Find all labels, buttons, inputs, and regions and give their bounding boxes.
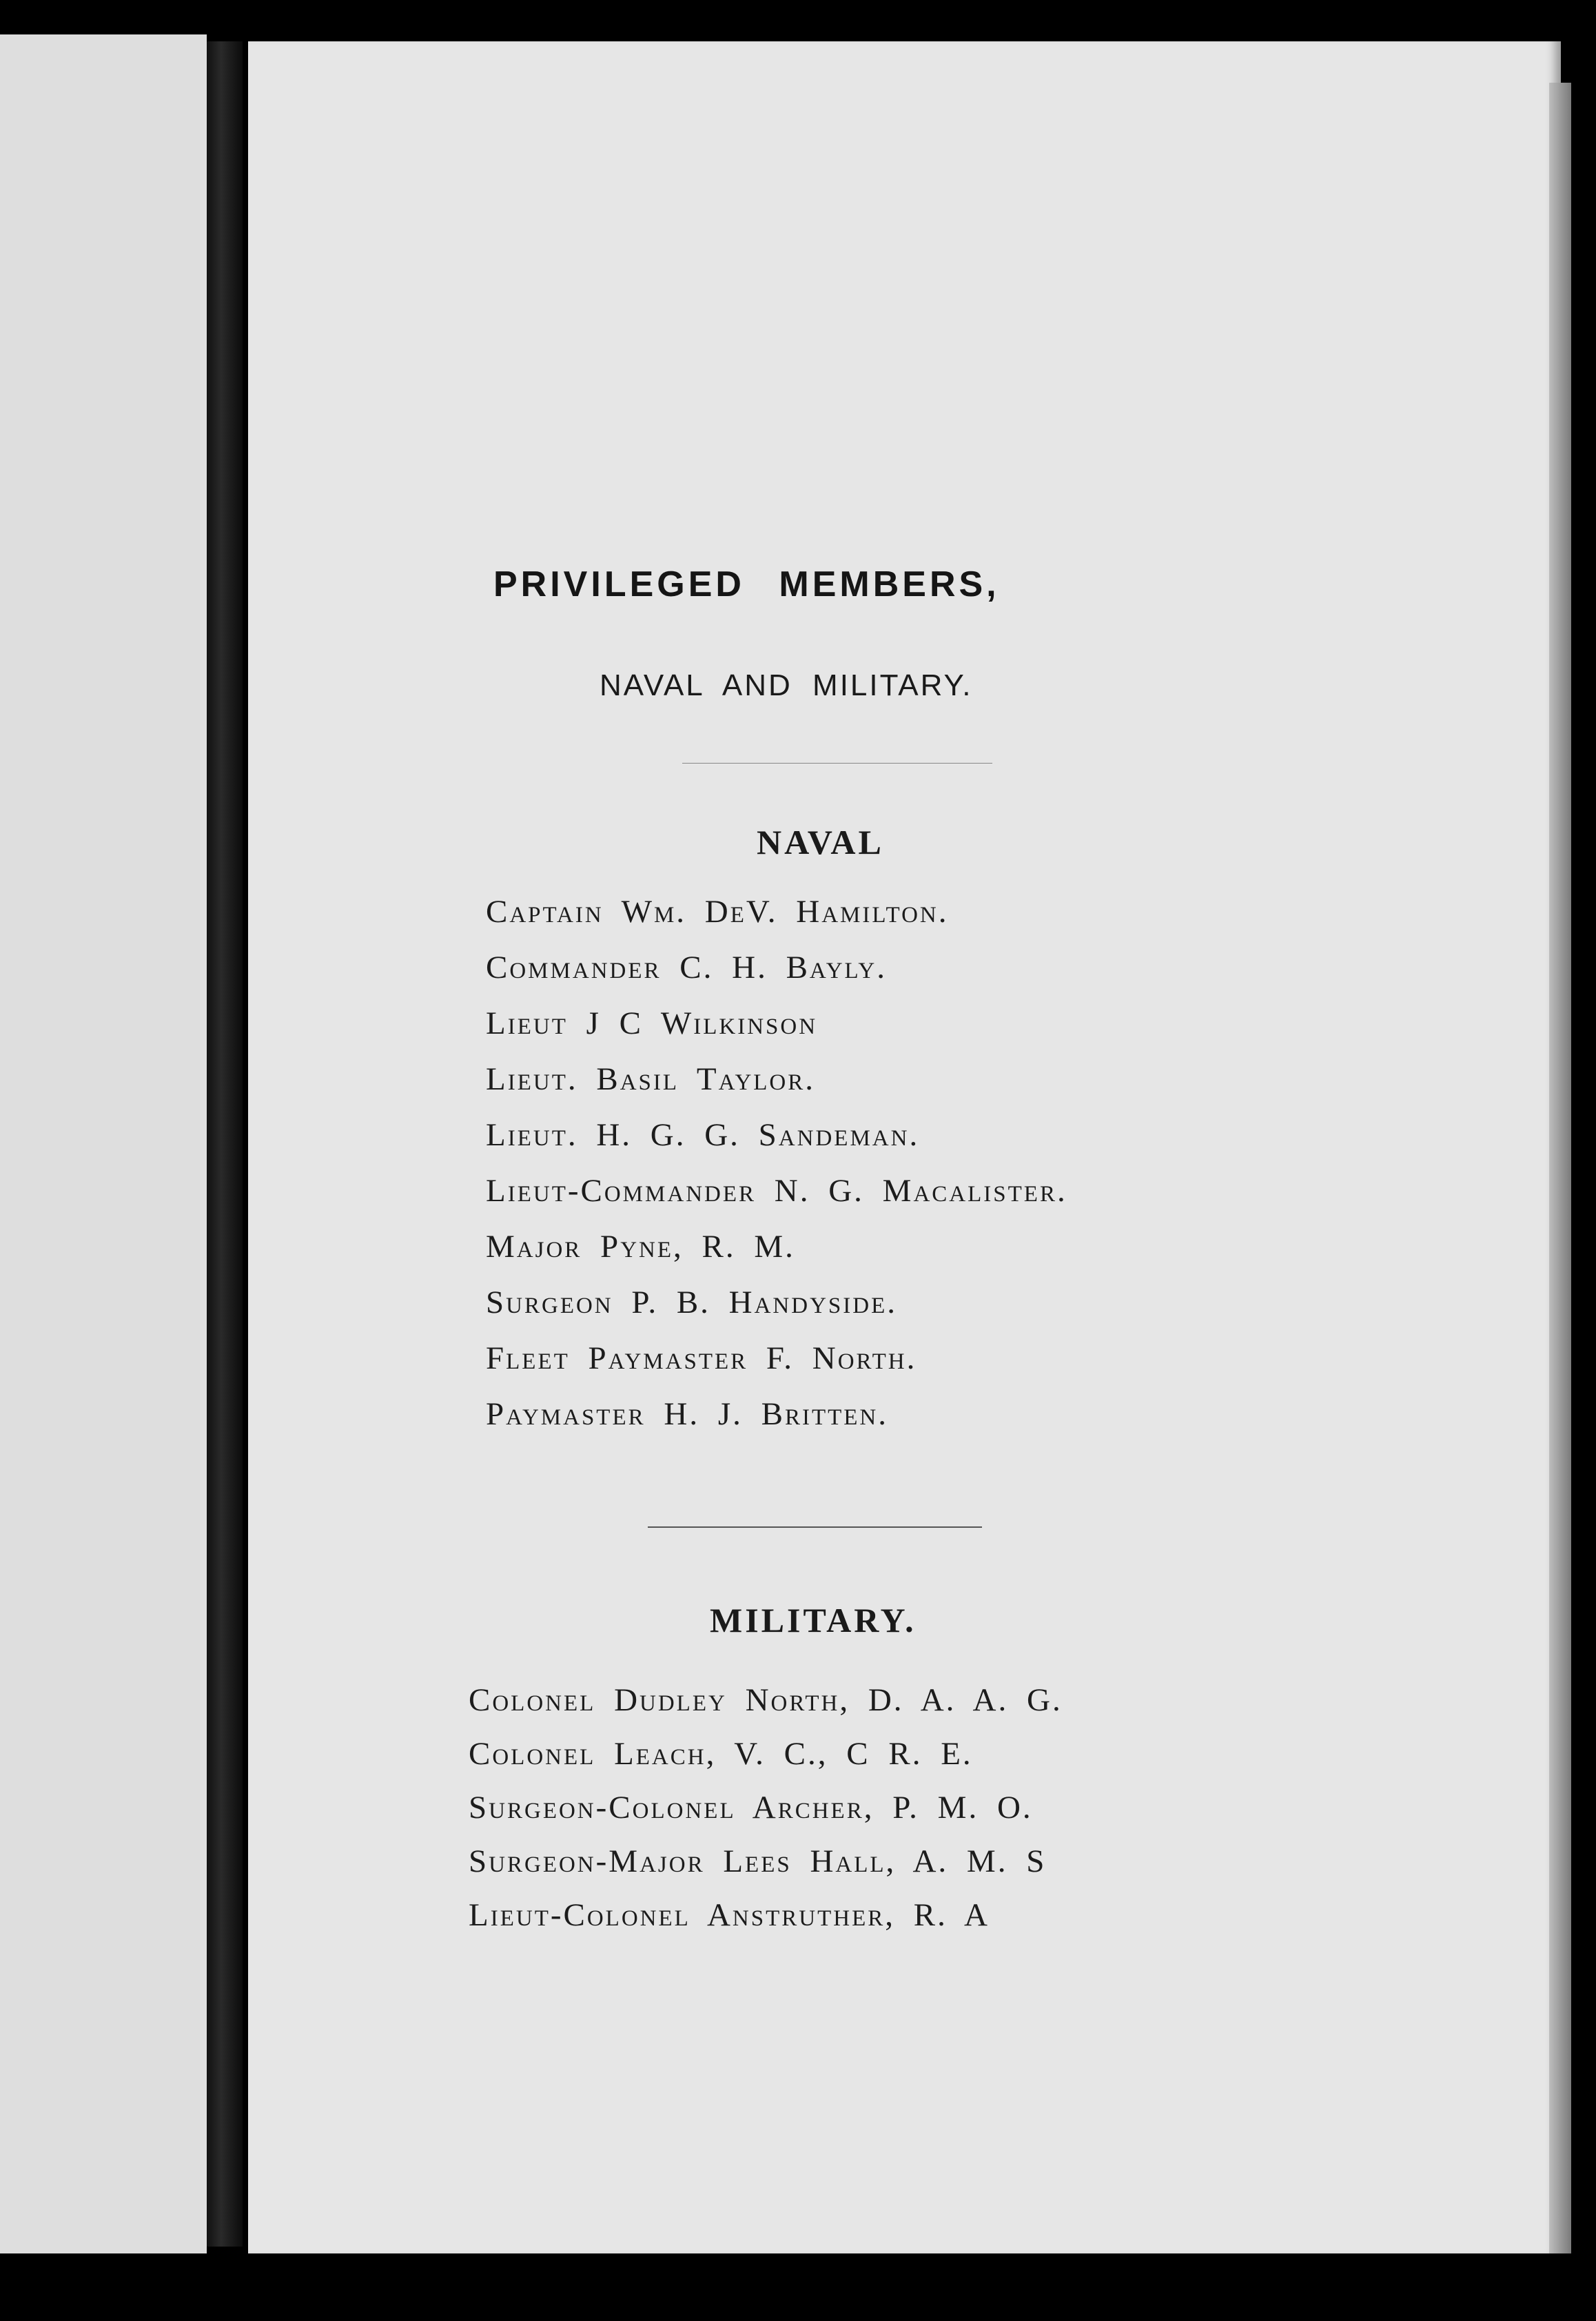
naval-section-heading: NAVAL <box>757 823 884 861</box>
divider-rule <box>648 1526 982 1528</box>
naval-member: Lieut. Basil Taylor. <box>486 1061 816 1097</box>
naval-member: Captain Wm. DeV. Hamilton. <box>486 894 949 930</box>
military-member: Lieut-Colonel Anstruther, R. A <box>469 1897 990 1933</box>
book-spine <box>207 41 243 2247</box>
military-member: Surgeon-Colonel Archer, P. M. O. <box>469 1790 1033 1826</box>
military-member: Colonel Dudley North, D. A. A. G. <box>469 1682 1063 1718</box>
naval-member: Lieut-Commander N. G. Macalister. <box>486 1173 1067 1209</box>
naval-member: Lieut J C Wilkinson <box>486 1005 818 1041</box>
naval-member: Surgeon P. B. Handyside. <box>486 1285 898 1320</box>
naval-member: Commander C. H. Bayly. <box>486 950 887 985</box>
naval-member: Lieut. H. G. G. Sandeman. <box>486 1117 920 1153</box>
military-member: Colonel Leach, V. C., C R. E. <box>469 1736 973 1772</box>
naval-member: Fleet Paymaster F. North. <box>486 1340 917 1376</box>
naval-member: Paymaster H. J. Britten. <box>486 1396 889 1432</box>
divider-rule <box>682 763 992 764</box>
naval-member: Major Pyne, R. M. <box>486 1229 795 1265</box>
naval-member-list <box>486 884 1067 1442</box>
page-title: PRIVILEGED MEMBERS, <box>493 564 1000 604</box>
military-member-list <box>469 1673 1063 1942</box>
page-edge <box>1549 83 1571 2253</box>
page-subtitle: NAVAL AND MILITARY. <box>600 668 973 702</box>
facing-page <box>0 34 207 2253</box>
military-member: Surgeon-Major Lees Hall, A. M. S <box>469 1843 1047 1879</box>
military-section-heading: MILITARY. <box>710 1601 917 1639</box>
